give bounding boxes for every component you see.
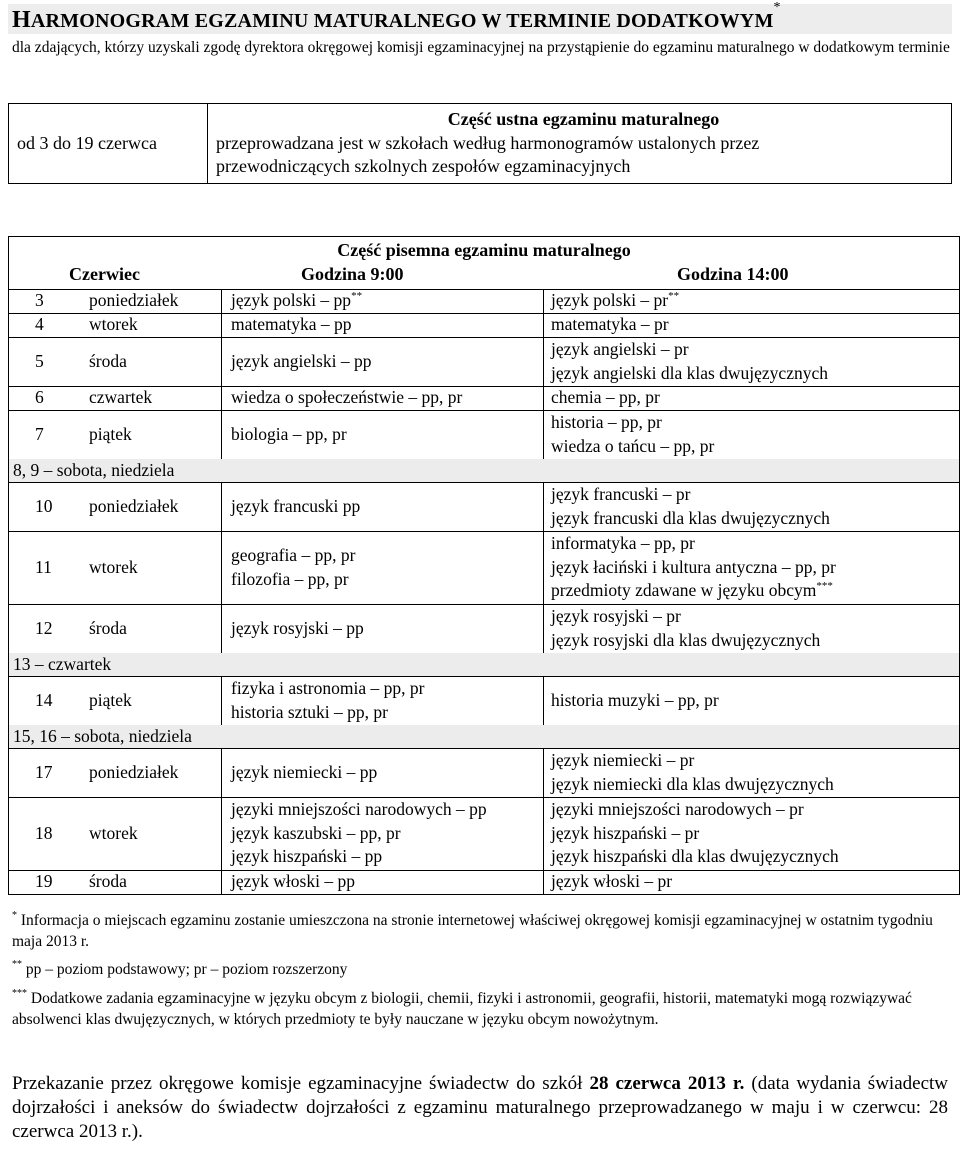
exam-2pm: język polski – pr** bbox=[551, 290, 680, 311]
column-divider bbox=[543, 531, 544, 604]
column-divider bbox=[221, 676, 222, 725]
column-divider bbox=[221, 748, 222, 797]
exam-9am: języki mniejszości narodowych – pp bbox=[231, 799, 487, 820]
column-divider bbox=[543, 313, 544, 337]
weekend-row: 13 – czwartek bbox=[13, 654, 112, 674]
column-divider bbox=[543, 604, 544, 653]
column-divider bbox=[221, 797, 222, 870]
day-number: 11 bbox=[35, 556, 52, 577]
weekday: wtorek bbox=[89, 822, 138, 843]
certificates-note: Przekazanie przez okręgowe komisje egzaminacyjne świadectw do szkół 28 czerwca 2013 r. (data wydania świadectw dojrzałości i aneksów do świadectw dojrzałości z egzaminu maturalnego przeprowadzanego w maju i w czerwcu: 28 czerwca 2013 r.). bbox=[12, 1073, 948, 1142]
day-number: 12 bbox=[35, 617, 53, 638]
day-number: 10 bbox=[35, 495, 53, 516]
row-divider bbox=[9, 797, 959, 798]
footnote-2: ** pp – poziom podstawowy; pr – poziom rozszerzony bbox=[12, 959, 348, 979]
weekday: piątek bbox=[89, 423, 132, 444]
weekday: wtorek bbox=[89, 556, 138, 577]
weekday: środa bbox=[89, 617, 127, 638]
exam-2pm: język rosyjski dla klas dwujęzycznych bbox=[551, 629, 821, 650]
exam-9am: matematyka – pp bbox=[231, 314, 352, 335]
oral-line-2: przewodniczących szkolnych zespołów egzaminacyjnych bbox=[216, 156, 631, 176]
column-divider bbox=[543, 797, 544, 870]
column-divider bbox=[221, 410, 222, 459]
footnote-1: * Informacja o miejscach egzaminu zostanie umieszczona na stronie internetowej właściwej okręgowej komisji egzaminacyjnej w ostatnim tygodniu maja 2013 r. bbox=[12, 910, 933, 951]
weekday: czwartek bbox=[89, 387, 153, 407]
day-number: 3 bbox=[35, 290, 44, 310]
column-2pm-header: Godzina 14:00 bbox=[677, 264, 789, 284]
column-divider bbox=[221, 289, 222, 313]
exam-9am: geografia – pp, pr bbox=[231, 545, 356, 565]
footnote-3: *** Dodatkowe zadania egzaminacyjne w języku obcym z biologii, chemii, fizyki i astronomii, geografii, historii, matematyki mogą rozwiązywać absolwenci klas dwujęzycznych, w których przedmioty te były nauczane w języku obcym nowożytnym. bbox=[12, 988, 912, 1029]
row-divider bbox=[9, 676, 959, 677]
weekend-row: 8, 9 – sobota, niedziela bbox=[13, 460, 175, 480]
row-divider bbox=[9, 482, 959, 483]
day-number: 18 bbox=[35, 822, 53, 843]
row-divider bbox=[9, 531, 959, 532]
exam-9am: język włoski – pp bbox=[231, 871, 355, 892]
weekend-row-bg bbox=[9, 653, 959, 676]
exam-2pm: chemia – pp, pr bbox=[551, 387, 660, 408]
exam-9am: język hiszpański – pp bbox=[231, 846, 383, 867]
column-divider bbox=[543, 337, 544, 386]
column-divider bbox=[543, 870, 544, 894]
exam-9am: język polski – pp** bbox=[231, 290, 363, 311]
day-number: 14 bbox=[35, 689, 53, 710]
schedule-heading: Część pisemna egzaminu maturalnego bbox=[337, 240, 631, 260]
exam-9am: język rosyjski – pp bbox=[231, 617, 364, 638]
day-number: 7 bbox=[35, 423, 44, 444]
row-divider bbox=[9, 337, 959, 338]
exam-9am: wiedza o społeczeństwie – pp, pr bbox=[231, 387, 463, 408]
weekday: wtorek bbox=[89, 314, 138, 334]
oral-description bbox=[208, 104, 952, 184]
exam-9am: fizyka i astronomia – pp, pr bbox=[231, 678, 425, 698]
weekday: poniedziałek bbox=[89, 495, 179, 516]
day-number: 19 bbox=[35, 871, 53, 891]
exam-2pm: język niemiecki – pr bbox=[551, 750, 695, 770]
day-number: 17 bbox=[35, 761, 53, 782]
exam-9am: język niemiecki – pp bbox=[231, 761, 378, 782]
exam-9am: biologia – pp, pr bbox=[231, 423, 347, 444]
exam-2pm: informatyka – pp, pr bbox=[551, 533, 695, 554]
column-divider bbox=[543, 482, 544, 531]
page-subtitle: dla zdających, którzy uzyskali zgodę dyrektora okręgowej komisji egzaminacyjnej na przystąpienie do egzaminu maturalnego w dodatkowym terminie bbox=[12, 39, 950, 56]
exam-2pm: język hiszpański – pr bbox=[551, 822, 700, 843]
written-exam-schedule bbox=[8, 236, 960, 895]
row-divider bbox=[9, 748, 959, 749]
column-divider bbox=[543, 410, 544, 459]
weekday: piątek bbox=[89, 689, 132, 710]
column-9am-header: Godzina 9:00 bbox=[301, 264, 404, 284]
exam-2pm: język francuski dla klas dwujęzycznych bbox=[551, 507, 830, 528]
exam-2pm: język rosyjski – pr bbox=[551, 606, 681, 626]
day-number: 5 bbox=[35, 350, 44, 371]
exam-2pm: język łaciński i kultura antyczna – pp, pr bbox=[551, 556, 836, 577]
weekday: środa bbox=[89, 350, 127, 371]
weekday: poniedziałek bbox=[89, 761, 179, 782]
footnote-mark: ** bbox=[668, 290, 680, 303]
oral-line-1: przeprowadzana jest w szkołach według harmonogramów ustalonych przez bbox=[216, 133, 760, 153]
oral-exam-table bbox=[8, 103, 952, 184]
column-divider bbox=[543, 748, 544, 797]
exam-2pm: język hiszpański dla klas dwujęzycznych bbox=[551, 846, 839, 867]
exam-2pm: historia muzyki – pp, pr bbox=[551, 689, 719, 710]
day-number: 4 bbox=[35, 314, 44, 334]
day-number: 6 bbox=[35, 387, 44, 407]
exam-2pm: historia – pp, pr bbox=[551, 412, 662, 432]
exam-9am: język francuski pp bbox=[231, 495, 361, 516]
column-divider bbox=[543, 676, 544, 725]
exam-2pm: język angielski – pr bbox=[551, 339, 689, 359]
column-divider bbox=[221, 482, 222, 531]
exam-9am: filozofia – pp, pr bbox=[231, 568, 349, 589]
weekend-row: 15, 16 – sobota, niedziela bbox=[13, 726, 192, 746]
row-divider bbox=[9, 313, 959, 314]
weekday: poniedziałek bbox=[89, 290, 179, 310]
column-divider bbox=[221, 531, 222, 604]
column-divider bbox=[543, 289, 544, 313]
row-divider bbox=[9, 870, 959, 871]
column-divider bbox=[221, 870, 222, 894]
row-divider bbox=[9, 604, 959, 605]
exam-2pm: język francuski – pr bbox=[551, 484, 691, 504]
oral-heading: Część ustna egzaminu maturalnego bbox=[447, 109, 720, 129]
exam-2pm: język niemiecki dla klas dwujęzycznych bbox=[551, 773, 834, 794]
footnote-mark: *** bbox=[816, 580, 833, 593]
exam-2pm: wiedza o tańcu – pp, pr bbox=[551, 435, 715, 456]
column-divider bbox=[221, 604, 222, 653]
column-divider bbox=[221, 386, 222, 410]
exam-2pm: przedmioty zdawane w języku obcym*** bbox=[551, 580, 833, 601]
exam-9am: historia sztuki – pp, pr bbox=[231, 701, 388, 722]
exam-2pm: język angielski dla klas dwujęzycznych bbox=[551, 362, 828, 383]
footnote-mark: ** bbox=[351, 290, 363, 303]
exam-9am: język kaszubski – pp, pr bbox=[231, 822, 401, 843]
column-month-header: Czerwiec bbox=[69, 264, 140, 284]
weekday: środa bbox=[89, 871, 127, 891]
row-divider bbox=[9, 410, 959, 411]
exam-2pm: języki mniejszości narodowych – pr bbox=[551, 799, 804, 820]
exam-2pm: matematyka – pr bbox=[551, 314, 669, 335]
column-divider bbox=[221, 313, 222, 337]
column-divider bbox=[221, 337, 222, 386]
column-divider bbox=[543, 386, 544, 410]
page-title: HARMONOGRAM EGZAMINU MATURALNEGO W TERMINIE DODATKOWYM* bbox=[12, 0, 781, 33]
exam-2pm: język włoski – pr bbox=[551, 871, 673, 892]
oral-dates: od 3 do 19 czerwca bbox=[9, 104, 208, 184]
exam-9am: język angielski – pp bbox=[231, 350, 372, 371]
